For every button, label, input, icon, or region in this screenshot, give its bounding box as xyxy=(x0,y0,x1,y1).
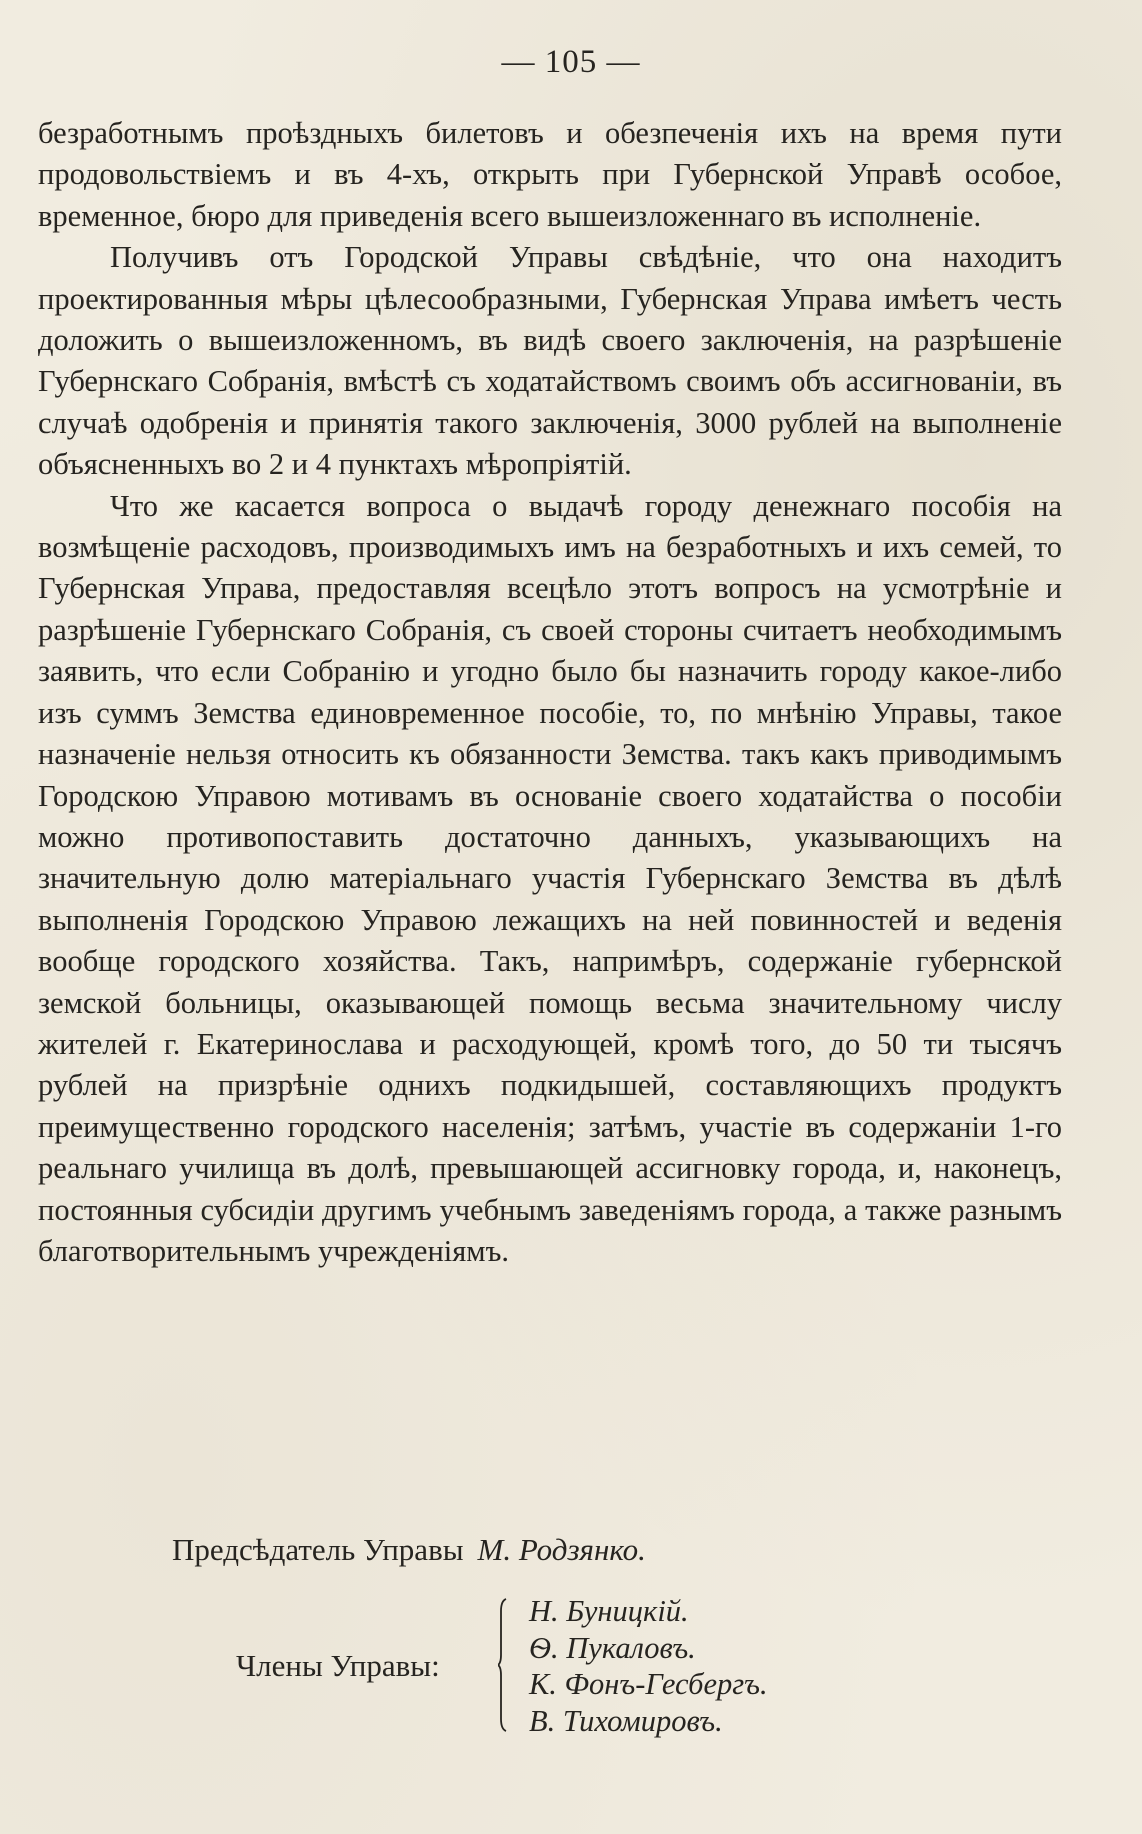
paragraph-city-council-opinion: Получивъ отъ Городской Управы свѣдѣніе, что она находитъ проектированныя мѣры цѣлесообразными, Губернская Управа имѣетъ честь доложить о вышеизложенномъ, въ видѣ своего заключенія, на разрѣшеніе Губернскаго Собранія, вмѣстѣ съ ходатайствомъ своимъ объ ассигнованіи, въ случаѣ одобренія и принятія такого заключенія, 3000 рублей на выполненіе объясненныхъ во 2 и 4 пунктахъ мѣропріятій. xyxy=(38,240,1062,482)
paragraph-continuation: безработнымъ проѣздныхъ билетовъ и обезпеченія ихъ на время пути продовольствіемъ и въ 4-хъ, открыть при Губернской Управѣ особое, временное, бюро для приведенія всего вышеизложеннаго въ исполненіе. xyxy=(38,116,1062,233)
page-number: — 105 — xyxy=(501,44,641,80)
member-name: Ѳ. Пукаловъ. xyxy=(529,1630,696,1665)
member-name: В. Тихомировъ. xyxy=(529,1703,723,1738)
chairman-name: М. Родзянко. xyxy=(477,1532,646,1567)
members-list xyxy=(529,1593,768,1739)
members-signature-block xyxy=(236,1593,936,1743)
brace-icon xyxy=(498,1597,508,1733)
members-label: Члены Управы: xyxy=(236,1648,440,1683)
body-text xyxy=(38,113,1062,1272)
chairman-label: Предсѣдатель Управы xyxy=(172,1532,464,1567)
chairman-signature-line xyxy=(172,1530,646,1570)
member-name: Н. Буницкій. xyxy=(529,1594,689,1628)
paragraph-city-allowance: Что же касается вопроса о выдачѣ городу денежнаго пособія на возмѣщеніе расходовъ, производимыхъ имъ на безработныхъ и ихъ семей, то Губернская Управа, предоставляя всецѣло этотъ вопросъ на усмотрѣніе и разрѣшеніе Губернскаго Собранія, съ своей стороны считаетъ необходимымъ заявить, что если Собранію и угодно было бы назначить городу какое-либо изъ суммъ Земства единовременное пособіе, то, по мнѣнію Управы, такое назначеніе нельзя относить къ обязанности Земства. такъ какъ приводимымъ Городскою Управою мотивамъ въ основаніе своего ходатайства о пособіи можно противопоставить достаточно данныхъ, указывающихъ на значительную долю матеріальнаго участія Губернскаго Земства въ дѣлѣ выполненія Городскою Управою лежащихъ на ней повинностей и веденія вообще городского хозяйства. Такъ, напримѣръ, содержаніе губернской земской больницы, оказывающей помощь весьма значительному числу жителей г. Екатеринослава и расходующей, кромѣ того, до 50 ти тысячъ рублей на призрѣніе однихъ подкидышей, составляющихъ продуктъ преимущественно городского населенія; затѣмъ, участіе въ содержаніи 1-го реальнаго училища въ долѣ, превышающей ассигновку города, и, наконецъ, постоянныя субсидіи другимъ учебнымъ заведеніямъ города, а также разнымъ благотворительнымъ учрежденіямъ. xyxy=(38,488,1062,1268)
member-name: К. Фонъ-Гесбергъ. xyxy=(529,1667,768,1701)
